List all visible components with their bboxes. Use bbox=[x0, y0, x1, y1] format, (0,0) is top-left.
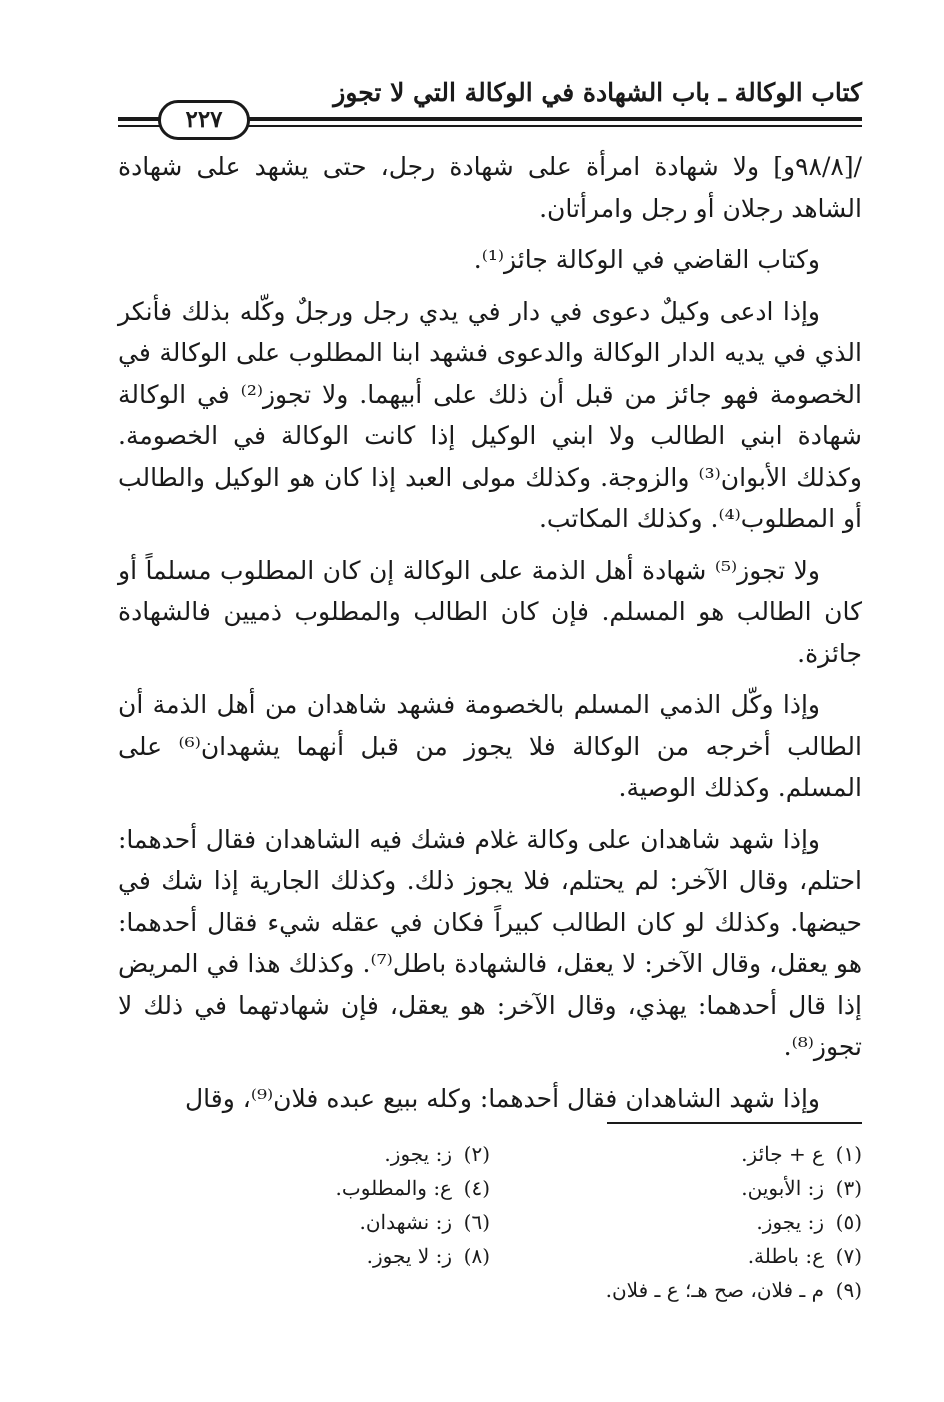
paragraph-7: وإذا شهد الشاهدان فقال أحدهما: وكله ببيع عبده فلان⁽⁹⁾، وقال bbox=[185, 1083, 820, 1113]
footnote-separator bbox=[607, 1122, 862, 1124]
footnote-2: (٢)ز: يجوز. bbox=[384, 1142, 490, 1166]
footnote-1: (١)ع + جائز. bbox=[741, 1142, 862, 1166]
paragraph-3: وإذا ادعى وكيلٌ دعوى في دار في يدي رجل ورجلٌ وكّله بذلك فأنكر الذي في يديه الدار الوكالة والدعوى فشهد ابنا المطلوب على الوكالة في الخصومة فهو جائز من قبل أن ذلك على أبيهما. ولا تجوز⁽²⁾ في الوكالة شهادة ابني الطالب ولا ابني الوكيل إذا كانت الوكالة في الخصومة. وكذلك الأبوان⁽³⁾ والزوجة. وكذلك مولى العبد إذا كان هو الوكيل والطالب أو المطلوب⁽⁴⁾. وكذلك المكاتب. bbox=[118, 296, 862, 533]
footnote-3: (٣)ز: الأبوين. bbox=[741, 1176, 862, 1200]
paragraph-4: ولا تجوز⁽⁵⁾ شهادة أهل الذمة على الوكالة إن كان المطلوب مسلماً أو كان الطالب هو المسلم. فإن كان الطالب والمطلوب ذميين فالشهادة جائزة. bbox=[118, 555, 862, 668]
footnote-row bbox=[118, 1273, 862, 1307]
footnote-row bbox=[118, 1137, 862, 1171]
main-text bbox=[118, 146, 862, 1129]
paragraph-5: وإذا وكّل الذمي المسلم بالخصومة فشهد شاهدان من أهل الذمة أن الطالب أخرجه من الوكالة فلا يجوز من قبل أنهما يشهدان⁽⁶⁾ على المسلم. وكذلك الوصية. bbox=[118, 690, 862, 802]
page-number: ٢٢٧ bbox=[158, 100, 250, 140]
footnote-6: (٦)ز: نشهدان. bbox=[359, 1210, 490, 1234]
footnote-4: (٤)ع: والمطلوب. bbox=[335, 1176, 490, 1200]
footnote-row bbox=[118, 1171, 862, 1205]
footnote-row bbox=[118, 1239, 862, 1273]
footnote-row bbox=[118, 1205, 862, 1239]
footnote-5: (٥)ز: يجوز. bbox=[756, 1210, 862, 1234]
running-title: كتاب الوكالة ـ باب الشهادة في الوكالة التي لا تجوز bbox=[333, 78, 862, 107]
footnote-9: (٩)م ـ فلان، صح هـ؛ ع ـ فلان. bbox=[605, 1278, 862, 1302]
paragraph-1: /[٩٨/٨و] ولا شهادة امرأة على شهادة رجل، حتى يشهد على شهادة الشاهد رجلان أو رجل وامرأتان. bbox=[118, 152, 862, 223]
paragraph-6: وإذا شهد شاهدان على وكالة غلام فشك فيه الشاهدان فقال أحدهما: احتلم، وقال الآخر: لم يحتلم، فلا يجوز ذلك. وكذلك الجارية إذا شك في حيضها. وكذلك لو كان الطالب كبيراً فكان في عقله شيء فقال أحدهما: هو يعقل، وقال الآخر: لا يعقل، فالشهادة باطل⁽⁷⁾. وكذلك هذا في المريض إذا قال أحدهما: يهذي، وقال الآخر: هو يعقل، فإن شهادتهما في ذلك لا تجوز⁽⁸⁾. bbox=[118, 824, 863, 1061]
paragraph-2: وكتاب القاضي في الوكالة جائز⁽¹⁾. bbox=[473, 245, 820, 274]
footnote-8: (٨)ز: لا يجوز. bbox=[366, 1244, 490, 1268]
footnotes bbox=[118, 1137, 862, 1307]
footnote-7: (٧)ع: باطلة. bbox=[747, 1244, 862, 1268]
